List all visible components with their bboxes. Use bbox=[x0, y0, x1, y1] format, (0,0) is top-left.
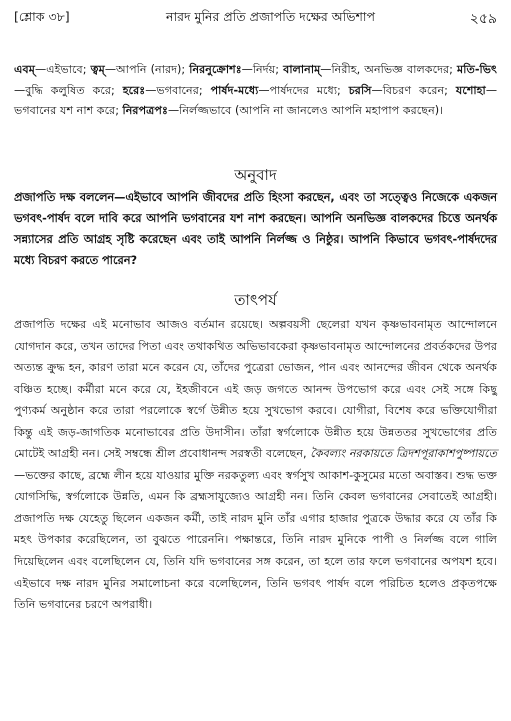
word-for-word-synonyms bbox=[14, 60, 497, 122]
synonym-meaning: —এইভাবে; bbox=[34, 63, 91, 76]
page-number: ২৫৯ bbox=[469, 11, 497, 27]
synonym-term: যশোহা bbox=[455, 83, 486, 97]
synonym-term: পার্ষদ-মধ্যে bbox=[210, 83, 259, 97]
synonym-term: নিরপত্রপঃ bbox=[122, 104, 168, 118]
translation-heading: অনুবাদ bbox=[234, 166, 277, 184]
synonym-meaning: —নির্দয়; bbox=[241, 63, 284, 76]
synonym-meaning: —ভগবানের যশ নাশ করে; bbox=[14, 83, 497, 118]
purport-part-1: প্রজাপতি দক্ষের এই মনোভাব আজও বর্তমান রয়েছে। অল্পবয়সী ছেলেরা যখন কৃষ্ণভাবনামৃত আন্দোলনে যোগদান করে, তখন তাদের পিতা এবং তথাকথিত অভিভাবকেরা কৃষ্ণভাবনামৃত আন্দোলনের প্রবর্তকদের উপর অত্যন্ত ক্রুদ্ধ হন, কারণ তারা মনে করেন যে, তাঁদের পুত্রেরা ভোজন, পান এবং আনন্দের জীবন থেকে অনর্থক বঞ্চিত হচ্ছে। কর্মীরা মনে করে যে, ইহজীবনে এই জড় জগতে আনন্দ উপভোগ করে এবং সেই সঙ্গে কিছু পুণ্যকর্ম অনুষ্ঠান করে তারা পরলোকে স্বর্গে উন্নীত হয়ে সুখভোগ করবে। যোগীরা, বিশেষ করে ভক্তিযোগীরা কিন্তু এই জড়-জাগতিক মনোভাবের প্রতি উদাসীন। তাঁরা স্বর্গলোকে উন্নীত হয়ে উন্নততর সুখভোগের প্রতি মোটেই আগ্রহী নন। সেই সম্বন্ধে শ্রীল প্রবোধানন্দ সরস্বতী বলেছেন, bbox=[14, 318, 497, 461]
synonym-term: বালানাম্ bbox=[283, 63, 321, 76]
synonym-meaning: —নির্লজ্জভাবে (আপনি না জানলেও আপনি মহাপাপ করছেন)। bbox=[167, 104, 444, 118]
chapter-title: নারদ মুনির প্রতি প্রজাপতি দক্ষের অভিশাপ bbox=[166, 9, 375, 24]
synonym-meaning: —নিরীহ, অনভিজ্ঞ বালকদের; bbox=[320, 63, 458, 76]
synonym-term: ত্বম্ bbox=[90, 63, 105, 76]
running-header bbox=[14, 8, 497, 30]
synonym-meaning: —বুদ্ধি কলুষিত করে; bbox=[14, 83, 123, 97]
synonym-term: চরসি bbox=[348, 83, 372, 97]
synonym-term: হরেঃ bbox=[122, 83, 146, 97]
synonym-meaning: —ভগবানের; bbox=[145, 83, 211, 97]
verse-reference: [শ্লোক ৩৮] bbox=[14, 9, 70, 24]
synonym-term: নিরনুক্রোশঃ bbox=[189, 63, 242, 76]
synonym-term: মতি-ভিৎ bbox=[457, 63, 498, 76]
purport-heading: তাৎপর্য bbox=[234, 291, 277, 309]
sanskrit-quote: কৈবল্যং নরকায়তে ত্রিদশপূরাকাশপুষ্পায়তে bbox=[310, 447, 497, 461]
synonym-meaning: —বিচরণ করেন; bbox=[371, 83, 456, 97]
synonym-meaning: —পার্ষদদের মধ্যে; bbox=[258, 83, 349, 97]
synonym-term: এবম্ bbox=[14, 63, 35, 76]
purport-text bbox=[14, 314, 497, 616]
synonym-meaning: —আপনি (নারদ); bbox=[104, 63, 190, 76]
purport-part-2: —ভক্তের কাছে, ব্রহ্মে লীন হয়ে যাওয়ার মুক্তি নরকতুল্য এবং স্বর্গসুখ আকাশ-কুসুমের মতো অবাস্তব। শুদ্ধ ভক্ত যোগসিদ্ধি, স্বর্গলোকে উন্নতি, এমন কি ব্রহ্মসাযুজ্যেও আগ্রহী নন। তিনি কেবল ভগবানের সেবাতেই আগ্রহী। প্রজাপতি দক্ষ যেহেতু ছিলেন একজন কর্মী, তাই নারদ মুনি তাঁর এগার হাজার পুত্রকে উদ্ধার করে যে তাঁর কি মহৎ উপকার করেছিলেন, তা বুঝতে পারেননি। পক্ষান্তরে, তিনি নারদ মুনিকে পাপী ও নির্লজ্জ বলে গালি দিয়েছিলেন এবং বলেছিলেন যে, তিনি যদি ভগবানের সঙ্গ করেন, তা হলে তার ফলে ভগবানের অপযশ হবে। এইভাবে দক্ষ নারদ মুনির সমালোচনা করে বলেছিলেন, তিনি ভগবৎ পার্ষদ বলে পরিচিত হলেও প্রকৃতপক্ষে তিনি ভগবানের চরণে অপরাধী। bbox=[14, 468, 497, 612]
translation-text: প্রজাপতি দক্ষ বললেন—এইভাবে আপনি জীবদের প্রতি হিংসা করছেন, এবং তা সত্ত্বেও নিজেকে একজন ভগবৎ-পার্ষদ বলে দাবি করে আপনি ভগবানের যশ নাশ করছেন। আপনি অনভিজ্ঞ বালকদের চিত্তে অনর্থক সন্ন্যাসের প্রতি আগ্রহ সৃষ্টি করেছেন এবং তাই আপনি নির্লজ্জ ও নিষ্ঠুর। আপনি কিভাবে ভগবৎ-পার্ষদদের মধ্যে বিচরণ করতে পারেন? bbox=[14, 191, 497, 268]
